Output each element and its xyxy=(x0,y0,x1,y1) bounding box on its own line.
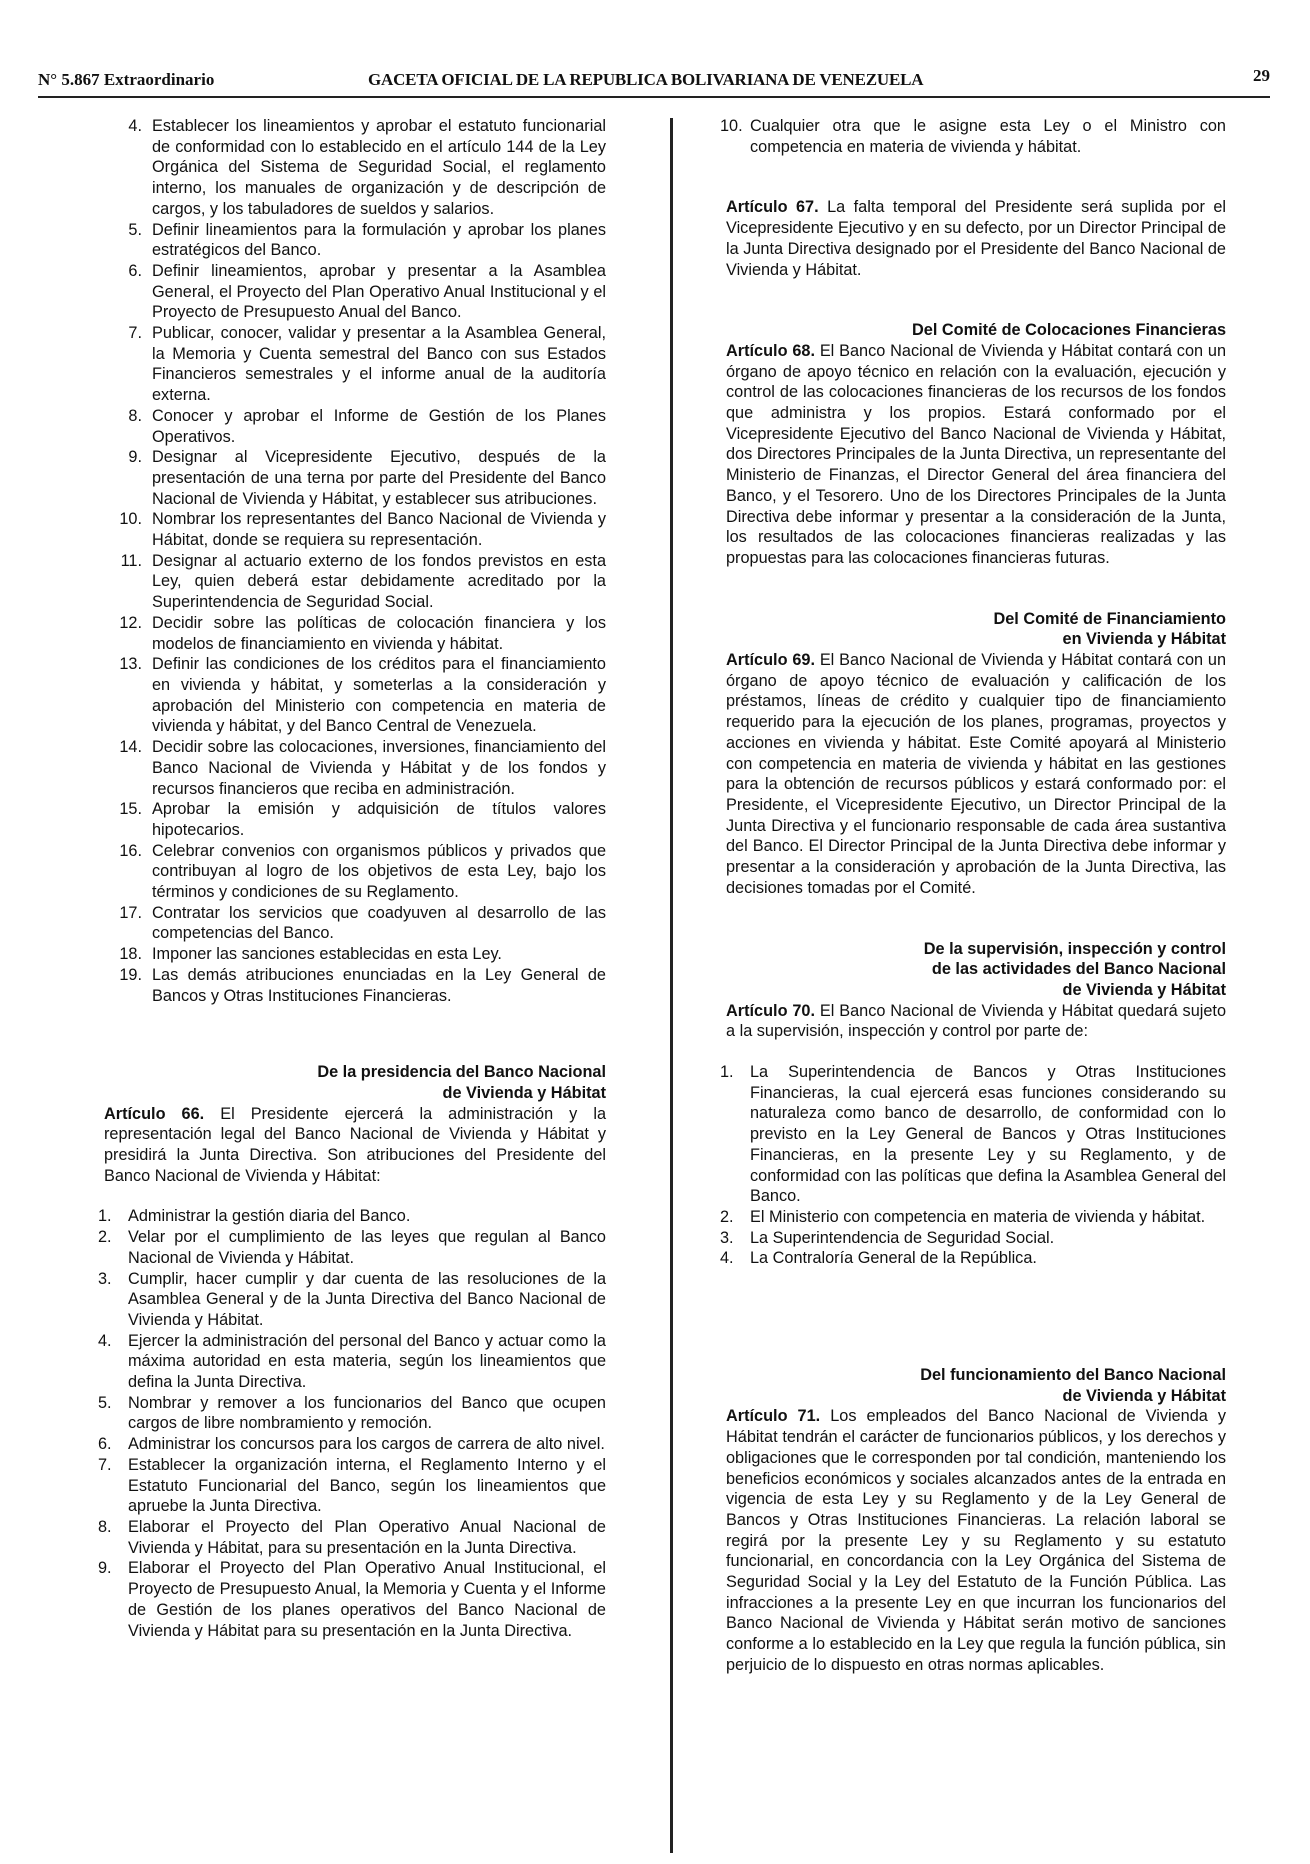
section-heading-69 xyxy=(726,609,1226,650)
list-item-text: Designar al actuario externo de los fondos previstos en esta Ley, quien deberá estar debidamente acreditado por la Superintendencia de Seguridad Social. xyxy=(152,551,606,612)
section-heading-68: Del Comité de Colocaciones Financieras xyxy=(912,321,1226,340)
list-item xyxy=(104,613,606,654)
article-68 xyxy=(726,341,1226,569)
list-item-number: 11. xyxy=(120,551,142,570)
list-item-text: Decidir sobre las políticas de colocación financiera y los modelos de financiamiento en vivienda y hábitat. xyxy=(152,613,606,653)
list-item-text: Administrar los concursos para los cargos de carrera de alto nivel. xyxy=(128,1435,605,1454)
list-item-number: 10. xyxy=(119,510,142,529)
list-item-number: 3. xyxy=(98,1269,112,1288)
list-item-number: 18. xyxy=(119,945,142,964)
list-item-number: 9. xyxy=(98,1559,112,1578)
article-66-label: Artículo 66. xyxy=(104,1104,205,1123)
list-item-text: Cualquier otra que le asigne esta Ley o el Ministro con competencia en materia de vivienda y hábitat. xyxy=(750,117,1226,156)
list-item xyxy=(104,799,606,840)
list-item-number: 2. xyxy=(98,1228,112,1247)
list-item xyxy=(104,116,606,220)
list-item-text: Imponer las sanciones establecidas en esta Ley. xyxy=(152,945,502,964)
list-item-number: 19. xyxy=(119,965,142,984)
list-item-number: 1. xyxy=(720,1063,734,1082)
list-item xyxy=(104,737,606,799)
list-item-number: 15. xyxy=(119,800,142,819)
list-item-text: Definir lineamientos, aprobar y presentar a la Asamblea General, el Proyecto del Plan Operativo Anual Institucional y el Proyecto de Presupuesto Anual del Banco. xyxy=(152,261,606,322)
list-item xyxy=(98,1269,606,1331)
list-item-number: 6. xyxy=(98,1435,112,1454)
list-item-number: 9. xyxy=(128,448,142,467)
list-item-text: La Superintendencia de Bancos y Otras Instituciones Financieras, la cual ejercerá esas funciones considerando su naturaleza como banco de desarrollo, de conformidad con lo previsto en la Ley General de Bancos y Otras Instituciones Financieras, en la presente Ley y su Reglamento, y de conformidad con las políticas que defina la Asamblea General del Banco. xyxy=(750,1063,1226,1206)
list-item-number: 8. xyxy=(98,1518,112,1536)
right-column xyxy=(720,116,1226,1676)
heading-71-line2: de Vivienda y Hábitat xyxy=(1062,1386,1226,1405)
list-item xyxy=(98,1517,606,1558)
list-item-number: 8. xyxy=(128,406,142,425)
heading-69-line2: en Vivienda y Hábitat xyxy=(1062,630,1226,649)
article-66 xyxy=(104,1104,606,1187)
gazette-title: GACETA OFICIAL DE LA REPUBLICA BOLIVARIANA DE VENEZUELA xyxy=(368,70,924,89)
list-item-text: Publicar, conocer, validar y presentar a la Asamblea General, la Memoria y Cuenta semestral del Banco con sus Estados Financieros semestrales y el informe anual de la auditoría externa. xyxy=(152,324,606,405)
list-item xyxy=(98,1331,606,1393)
list-item-text: La Contraloría General de la República. xyxy=(750,1249,1037,1268)
list-item-text: Designar al Vicepresidente Ejecutivo, después de la presentación de una terna por parte del Presidente del Banco Nacional de Vivienda y Hábitat, y establecer sus atribuciones. xyxy=(152,448,606,508)
list-item xyxy=(104,903,606,944)
list-item-number: 6. xyxy=(128,261,142,280)
list-item xyxy=(104,447,606,509)
list-item xyxy=(104,654,606,737)
article-68-text: El Banco Nacional de Vivienda y Hábitat contará con un órgano de apoyo técnico en relación con la evaluación, ejecución y control de las colocaciones financieras de los recursos de los fondos que administra y los propios. Estará conformado por el Vicepresidente Ejecutivo del Banco Nacional de Vivienda y Hábitat, dos Directores Principales de la Junta Directiva, un representante del Ministerio de Finanzas, el Director General del área financiera del Banco, y el Tesorero. Uno de los Directores Principales de la Junta Directiva debe informar y presentar a la consideración de la Junta, los resultados de las colocaciones financieras realizadas y las propuestas para las colocaciones financieras futuras. xyxy=(726,341,1226,567)
heading-66-line2: de Vivienda y Hábitat xyxy=(442,1083,606,1102)
list-item-text: Contratar los servicios que coadyuven al desarrollo de las competencias del Banco. xyxy=(152,903,606,943)
article-70 xyxy=(726,1001,1226,1042)
article-71 xyxy=(726,1406,1226,1675)
list-item xyxy=(720,1228,1226,1249)
list-item-text: Conocer y aprobar el Informe de Gestión de los Planes Operativos. xyxy=(152,406,606,446)
list-item xyxy=(104,220,606,261)
list-item-text: Nombrar y remover a los funcionarios del Banco que ocupen cargos de libre nombramiento y remoción. xyxy=(128,1393,606,1433)
list-item xyxy=(104,323,606,406)
article-71-text: Los empleados del Banco Nacional de Vivienda y Hábitat tendrán el carácter de funcionarios públicos, y los derechos y obligaciones que le corresponden por tal condición, manteniendo los beneficios económicos y sociales alcanzados antes de la entrada en vigencia de esta Ley y su Reglamento y de la Ley General de Bancos y Otras Instituciones Financieras. La relación laboral se regirá por la presente Ley y su Reglamento y su estatuto funcionarial, en concordancia con la Ley Orgánica del Sistema de Seguridad Social y la Ley del Estatuto de la Función Pública. Las infracciones a la presente Ley en que incurran los funcionarios del Banco Nacional de Vivienda y Hábitat serán motivo de sanciones conforme a lo establecido en la Ley que regula la función pública, sin perjuicio de lo dispuesto en otras normas aplicables. xyxy=(726,1407,1226,1674)
list-item xyxy=(104,965,606,1006)
list-item-text: Establecer la organización interna, el Reglamento Interno y el Estatuto Funcionarial del Banco, según los lineamientos que apruebe la Junta Directiva. xyxy=(128,1455,606,1516)
list-item xyxy=(720,1248,1226,1269)
supervision-list xyxy=(720,1062,1226,1269)
article-68-label: Artículo 68. xyxy=(726,341,815,360)
list-item-text: La Superintendencia de Seguridad Social. xyxy=(750,1228,1055,1247)
article-66-text: El Presidente ejercerá la administración y la representación legal del Banco Nacional de Vivienda y Hábitat y presidirá la Junta Directiva. Son atribuciones del Presidente del Banco Nacional de Vivienda y Hábitat: xyxy=(104,1104,606,1185)
list-item xyxy=(104,841,606,903)
page-header xyxy=(38,66,1270,96)
heading-70-line1: De la supervisión, inspección y control xyxy=(923,939,1226,958)
attributions-list-board xyxy=(104,116,606,1006)
list-item xyxy=(104,406,606,447)
list-item xyxy=(720,1062,1226,1207)
article-69-label: Artículo 69. xyxy=(726,651,815,670)
list-item-text: Ejercer la administración del personal del Banco y actuar como la máxima autoridad en esta materia, según los lineamientos que defina la Junta Directiva. xyxy=(128,1331,606,1392)
list-item-text: Las demás atribuciones enunciadas en la Ley General de Bancos y Otras Instituciones Financieras. xyxy=(152,965,606,1005)
list-item-text: Aprobar la emisión y adquisición de títulos valores hipotecarios. xyxy=(152,800,606,839)
article-69 xyxy=(726,650,1226,898)
list-item-text: Celebrar convenios con organismos públicos y privados que contribuyan al logro de los objetivos de esta Ley, bajo los términos y condiciones de su Reglamento. xyxy=(152,841,606,902)
list-item-text: Establecer los lineamientos y aprobar el estatuto funcionarial de conformidad con lo establecido en el artículo 144 de la Ley Orgánica del Sistema de Seguridad Social, el reglamento interno, los manuales de organización y de descripción de cargos, y los tabuladores de sueldos y salarios. xyxy=(152,117,606,218)
list-item-number: 13. xyxy=(119,655,142,674)
list-item-number: 12. xyxy=(119,613,142,632)
list-item-number: 4. xyxy=(98,1331,112,1350)
list-item xyxy=(104,944,606,965)
list-item-text: Velar por el cumplimiento de las leyes que regulan al Banco Nacional de Vivienda y Hábitat. xyxy=(128,1228,606,1267)
list-item-number: 7. xyxy=(128,324,142,343)
list-item xyxy=(104,551,606,613)
list-item-number: 4. xyxy=(720,1249,734,1268)
page-number: 29 xyxy=(1253,66,1270,85)
list-item-number: 4. xyxy=(128,117,142,135)
issue-number: N° 5.867 Extraordinario xyxy=(38,70,215,89)
list-item xyxy=(98,1455,606,1517)
list-item-text: Administrar la gestión diaria del Banco. xyxy=(128,1207,411,1226)
list-item-text: Definir las condiciones de los créditos para el financiamiento en vivienda y hábitat, y someterlas a la consideración y aprobación del Ministerio con competencia en materia de vivienda y hábitat, y del Banco Central de Venezuela. xyxy=(152,655,606,736)
section-heading-66 xyxy=(104,1062,606,1103)
list-item-text: Decidir sobre las colocaciones, inversiones, financiamiento del Banco Nacional de Vivienda y Hábitat y de los fondos y recursos financieros que reciba en administración. xyxy=(152,738,606,798)
heading-70-line2: de las actividades del Banco Nacional xyxy=(931,960,1226,979)
list-item xyxy=(98,1558,606,1641)
list-item xyxy=(720,116,1226,157)
list-item xyxy=(104,509,606,550)
list-item-number: 17. xyxy=(119,903,142,922)
list-item-number: 7. xyxy=(98,1455,112,1474)
list-item-text: Definir lineamientos para la formulación y aprobar los planes estratégicos del Banco. xyxy=(152,220,606,260)
article-67 xyxy=(726,197,1226,280)
list-item-number: 10. xyxy=(720,117,743,135)
list-item-number: 2. xyxy=(720,1207,734,1226)
article-67-label: Artículo 67. xyxy=(726,198,819,217)
list-item xyxy=(104,261,606,323)
section-heading-71 xyxy=(726,1365,1226,1406)
article-70-text: El Banco Nacional de Vivienda y Hábitat quedará sujeto a la supervisión, inspección y control por parte de: xyxy=(726,1001,1226,1041)
list-item-number: 3. xyxy=(720,1228,734,1247)
list-item xyxy=(98,1434,606,1455)
list-item-number: 16. xyxy=(119,841,142,860)
list-item-text: Nombrar los representantes del Banco Nacional de Vivienda y Hábitat, donde se requiera su representación. xyxy=(152,510,606,550)
column-divider xyxy=(670,118,673,1853)
article-67-text: La falta temporal del Presidente será suplida por el Vicepresidente Ejecutivo y en su defecto, por un Director Principal de la Junta Directiva designado por el Presidente del Banco Nacional de Vivienda y Hábitat. xyxy=(726,198,1226,279)
header-rule xyxy=(38,96,1270,98)
president-attributions-list xyxy=(98,1206,606,1641)
list-item-text: Cumplir, hacer cumplir y dar cuenta de las resoluciones de la Asamblea General y de la Junta Directiva del Banco Nacional de Vivienda y Hábitat. xyxy=(128,1269,606,1329)
heading-66-line1: De la presidencia del Banco Nacional xyxy=(317,1063,606,1082)
list-item xyxy=(98,1227,606,1268)
list-item-number: 5. xyxy=(98,1393,112,1412)
list-item xyxy=(98,1206,606,1227)
heading-71-line1: Del funcionamiento del Banco Nacional xyxy=(920,1366,1226,1385)
heading-70-line3: de Vivienda y Hábitat xyxy=(1062,980,1226,999)
list-item xyxy=(98,1393,606,1434)
list-item-text: Elaborar el Proyecto del Plan Operativo Anual Institucional, el Proyecto de Presupuesto Anual, la Memoria y Cuenta y el Informe de Gestión de los planes operativos del Banco Nacional de Vivienda y Hábitat para su presentación en la Junta Directiva. xyxy=(128,1559,606,1640)
list-item-text: El Ministerio con competencia en materia de vivienda y hábitat. xyxy=(750,1207,1206,1226)
section-heading-70 xyxy=(726,939,1226,1001)
article-71-label: Artículo 71. xyxy=(726,1407,821,1426)
list-item xyxy=(720,1207,1226,1228)
list-item-number: 14. xyxy=(119,738,142,757)
list-item-number: 5. xyxy=(128,220,142,239)
list-item-text: Elaborar el Proyecto del Plan Operativo Anual Nacional de Vivienda y Hábitat, para su presentación en la Junta Directiva. xyxy=(128,1518,606,1557)
heading-69-line1: Del Comité de Financiamiento xyxy=(993,609,1226,628)
article-70-label: Artículo 70. xyxy=(726,1001,816,1020)
left-column xyxy=(98,116,606,1641)
article-69-text: El Banco Nacional de Vivienda y Hábitat contará con un órgano de apoyo técnico de evaluación y calificación de los préstamos, líneas de crédito y cualquier tipo de financiamiento requerido para la ejecución de los planes, programas, proyectos y acciones en vivienda y hábitat. Este Comité apoyará al Ministerio con competencia en materia de vivienda y hábitat en las gestiones para la obtención de recursos públicos y estará conformado por: el Presidente, el Vicepresidente Ejecutivo, un Director Principal de la Junta Directiva y el funcionario responsable de cada área sustantiva del Banco. El Director Principal de la Junta Directiva debe informar y presentar a la consideración y aprobación de la Junta Directiva, las decisiones tomadas por el Comité. xyxy=(726,651,1226,897)
list-item-number: 1. xyxy=(98,1207,112,1226)
